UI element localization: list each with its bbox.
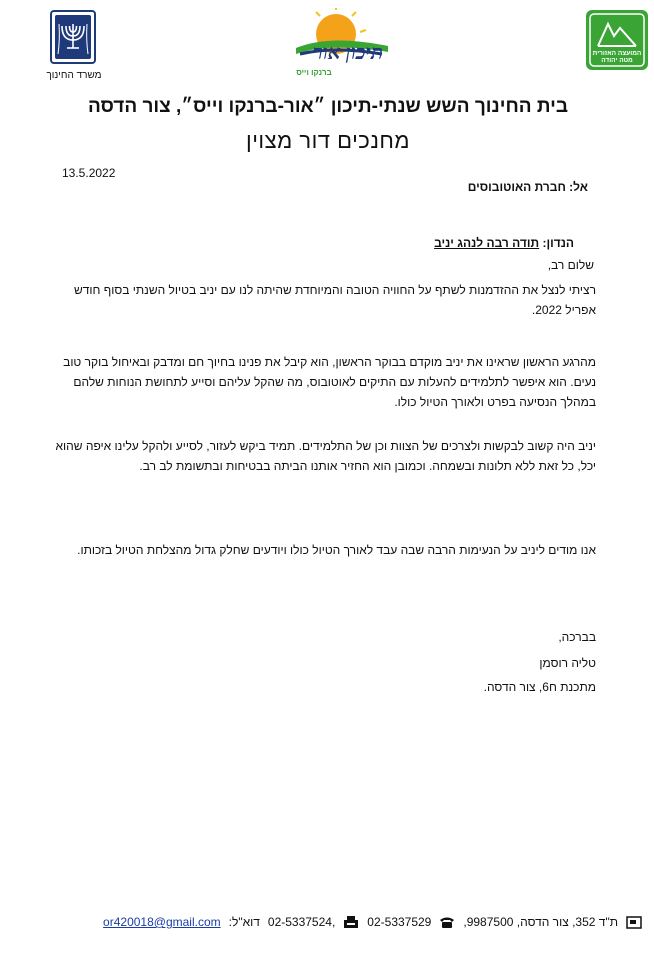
footer-contact [82,915,642,929]
signature-closing: בברכה, [558,630,596,644]
footer-address: ת"ד 352, צור הדסה, 9987500, [463,915,618,929]
fax-icon [343,916,359,929]
letter-subject [434,236,574,250]
school-logo-text: תיכון אור [312,42,384,64]
paragraph-3: יניב היה קשוב לבקשות ולצרכים של הצוות וכן של התלמידים. תמיד ביקש לעזור, לסייע ולהקל עלינו איפה שהוא יכל, כל זאת ללא תלונות ובשמחה. וכמובן הוא החזיר אותנו הביתה בבטיחות ובתשומת לב רב. [55,439,596,473]
footer-email-label: דוא"ל: [228,915,260,929]
ministry-caption: משרד החינוך [46,70,102,81]
letter-date: 13.5.2022 [62,166,116,180]
document-subtitle: מחנכים דור מצוין [245,128,411,153]
menorah-emblem-icon [50,10,96,64]
signature-role: מתכנת ח6, צור הדסה. [483,680,596,694]
subject-text: תודה רבה לנהג יניב [434,236,540,250]
mailbox-icon [626,916,642,929]
footer-email-link[interactable]: or420018@gmail.com [103,915,221,929]
school-logo [290,8,394,82]
letter-recipient: אל: חברת האוטובוסים [467,180,588,194]
paragraph-2: מהרגע הראשון שראינו את יניב מוקדם בבוקר הראשון, הוא קיבל את פנינו בחיוך חם ומדבק ובאיחול בוקר טוב נעים. הוא איפשר לתלמידים להעלות עם התיקים לאוטובוס, מה שהקל עליהם וסייע לתחושת הנוחות שלהם במהלך הנסיעה בפרט ולאורך הטיול כולו. [63,355,596,409]
council-logo [586,10,648,70]
footer-fax: 02-5337524, [267,915,336,929]
paragraph-4: אנו מודים ליניב על הנעימות הרבה שבה עבד לאורך הטיול כולו ויודעים שחלק גדול מהצלחת הטיול בזכותו. [77,543,596,557]
letter-greeting: שלום רב, [547,258,594,272]
subject-prefix: הנדון: [542,236,574,250]
paragraph-1: רציתי לנצל את ההזדמנות לשתף על החוויה הטובה והמיוחדת שהיתה לנו עם יניב בטיול השנתי בסוף חודש אפריל 2022. [74,283,596,317]
council-logo-text: המועצה האזורית מטה יהודה [592,50,642,64]
school-logo-subtext: ברנקו וייס [296,68,332,77]
document-title: בית החינוך השש שנתי-תיכון ״אור-ברנקו וייס״, צור הדסה [87,96,569,117]
signature-name: טליה רוסמן [539,656,596,670]
phone-icon [439,916,455,929]
footer-phone: 02-5337529 [367,915,432,929]
